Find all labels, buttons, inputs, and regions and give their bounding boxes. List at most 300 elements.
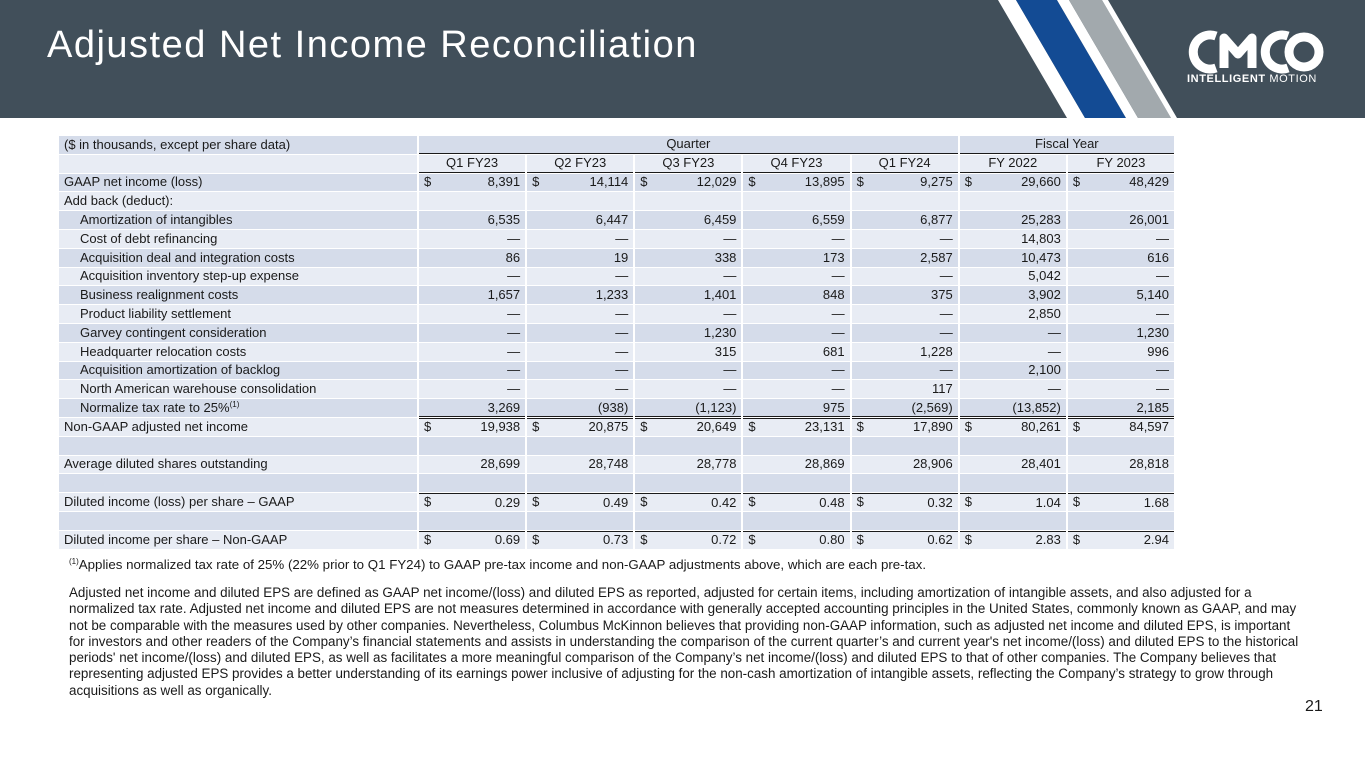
cell-value: 996 bbox=[1147, 343, 1169, 359]
table-row bbox=[59, 343, 1174, 361]
dollar-sign: $ bbox=[532, 173, 540, 189]
dollar-sign: $ bbox=[424, 418, 432, 434]
value-cell bbox=[527, 249, 633, 267]
value-cell bbox=[527, 343, 633, 361]
value-cell bbox=[1068, 192, 1174, 210]
cell-value: — bbox=[723, 230, 737, 246]
cell-value: 25,283 bbox=[1021, 212, 1061, 228]
value-cell bbox=[960, 324, 1066, 342]
table-row bbox=[59, 456, 1174, 474]
cell-value: — bbox=[507, 324, 521, 340]
value-cell bbox=[960, 211, 1066, 229]
cell-value: 2,850 bbox=[1028, 306, 1061, 322]
cell-value: 1,230 bbox=[1136, 324, 1169, 340]
value-cell bbox=[1068, 456, 1174, 474]
cell-value: 14,803 bbox=[1021, 230, 1061, 246]
disclaimer-paragraph: Adjusted net income and diluted EPS are defined as GAAP net income/(loss) and diluted EPS as reported, adjusted for certain items, including amortization of intangible assets, and also adjusted for a normalized tax rate. Adjusted net income and diluted EPS are not measures determined in accordance with generally accepted accounting principles in the United States, commonly known as GAAP, and may not be comparable with the measures used by other companies. Nevertheless, Columbus McKinnon believes that providing non-GAAP information, such as adjusted net income and diluted EPS, is important for investors and other readers of the Company’s financial statements and assists in understanding the comparison of the current quarter’s and current year's net income/(loss) and diluted EPS to the historical periods' net income/(loss) and diluted EPS, as well as facilitates a more meaningful comparison of the Company’s net income/(loss) and diluted EPS to that of other companies. The Company believes that representing adjusted EPS provides a better understanding of its earnings power inclusive of adjusting for the non-cash amortization of intangible assets, reflecting the Company’s strategy to grow through acquisitions as well as organically. bbox=[69, 585, 1299, 698]
dollar-sign: $ bbox=[640, 418, 648, 434]
value-cell bbox=[527, 418, 633, 436]
value-cell bbox=[527, 399, 633, 417]
row-label-text: GAAP net income (loss) bbox=[64, 174, 203, 190]
value-cell bbox=[635, 305, 741, 323]
cell-value: 86 bbox=[505, 249, 521, 265]
row-label bbox=[59, 305, 417, 323]
table-row bbox=[59, 512, 1174, 530]
value-cell bbox=[743, 343, 849, 361]
value-cell bbox=[852, 437, 958, 455]
cell-value: — bbox=[939, 362, 953, 378]
value-cell bbox=[960, 512, 1066, 530]
cell-value: (13,852) bbox=[1012, 399, 1061, 415]
value-cell bbox=[960, 305, 1066, 323]
value-cell bbox=[635, 362, 741, 380]
cell-value: — bbox=[723, 362, 737, 378]
value-cell bbox=[960, 343, 1066, 361]
cell-value: 13,895 bbox=[804, 174, 845, 190]
value-cell bbox=[527, 474, 633, 492]
value-cell bbox=[635, 456, 741, 474]
cell-value: 28,748 bbox=[588, 456, 629, 472]
cell-value: — bbox=[831, 362, 845, 378]
cell-value: 1,657 bbox=[487, 287, 521, 303]
cell-value: 848 bbox=[822, 287, 845, 303]
value-cell bbox=[960, 174, 1066, 192]
table-row bbox=[59, 399, 1174, 417]
value-cell bbox=[527, 380, 633, 398]
value-cell bbox=[743, 418, 849, 436]
cell-value: 315 bbox=[714, 343, 737, 359]
value-cell bbox=[527, 174, 633, 192]
value-cell bbox=[1068, 512, 1174, 530]
logo-tagline: INTELLIGENT MOTION bbox=[1187, 73, 1317, 85]
page-number: 21 bbox=[1305, 698, 1323, 715]
value-cell bbox=[635, 174, 741, 192]
dollar-sign: $ bbox=[424, 494, 432, 510]
cell-value: — bbox=[615, 324, 629, 340]
row-label bbox=[59, 380, 417, 398]
value-cell bbox=[852, 343, 958, 361]
value-cell bbox=[527, 362, 633, 380]
table-row bbox=[59, 286, 1174, 304]
row-label bbox=[59, 174, 417, 192]
cell-value: 338 bbox=[714, 249, 737, 265]
cmco-logo bbox=[1180, 30, 1330, 90]
cell-value: 0.62 bbox=[927, 532, 953, 548]
value-cell bbox=[743, 493, 849, 511]
value-cell bbox=[527, 437, 633, 455]
cell-value: 5,042 bbox=[1028, 268, 1061, 284]
value-cell bbox=[852, 324, 958, 342]
cell-value: — bbox=[615, 362, 629, 378]
value-cell bbox=[419, 192, 525, 210]
value-cell bbox=[1068, 230, 1174, 248]
dollar-sign: $ bbox=[748, 494, 756, 510]
cell-value: 0.80 bbox=[819, 532, 845, 548]
cell-value: (2,569) bbox=[911, 399, 953, 415]
value-cell bbox=[1068, 380, 1174, 398]
value-cell bbox=[1068, 531, 1174, 549]
value-cell bbox=[743, 305, 849, 323]
dollar-sign: $ bbox=[748, 173, 756, 189]
value-cell bbox=[743, 286, 849, 304]
table-row bbox=[59, 380, 1174, 398]
value-cell bbox=[960, 474, 1066, 492]
cell-value: (938) bbox=[597, 399, 629, 415]
value-cell bbox=[527, 305, 633, 323]
row-label bbox=[59, 343, 417, 361]
cell-value: 1,233 bbox=[595, 287, 629, 303]
value-cell bbox=[743, 399, 849, 417]
row-label bbox=[59, 474, 417, 492]
row-label-text: Non-GAAP adjusted net income bbox=[64, 418, 249, 434]
column-header: Q1 FY24 bbox=[852, 155, 958, 173]
dollar-sign: $ bbox=[964, 531, 972, 547]
column-header: FY 2022 bbox=[960, 155, 1066, 173]
table-row bbox=[59, 305, 1174, 323]
cell-value: 26,001 bbox=[1129, 212, 1169, 228]
cell-value: 28,778 bbox=[696, 456, 737, 472]
value-cell bbox=[852, 456, 958, 474]
footnote-marker: (1) bbox=[69, 557, 79, 566]
value-cell bbox=[419, 286, 525, 304]
value-cell bbox=[635, 474, 741, 492]
value-cell bbox=[419, 305, 525, 323]
cell-value: 3,269 bbox=[487, 399, 521, 415]
value-cell bbox=[852, 418, 958, 436]
cell-value: 84,597 bbox=[1129, 419, 1169, 435]
value-cell bbox=[960, 437, 1066, 455]
row-label-text: Product liability settlement bbox=[80, 306, 232, 322]
cell-value: — bbox=[507, 268, 521, 284]
row-label-text: Normalize tax rate to 25% bbox=[80, 400, 230, 416]
cell-value: 80,261 bbox=[1021, 419, 1061, 435]
value-cell bbox=[1068, 437, 1174, 455]
row-label-text: Diluted income per share – Non-GAAP bbox=[64, 531, 288, 547]
footnote bbox=[69, 557, 926, 572]
value-cell bbox=[852, 380, 958, 398]
row-label bbox=[59, 437, 417, 455]
cell-value: — bbox=[1047, 381, 1061, 397]
value-cell bbox=[1068, 268, 1174, 286]
row-label bbox=[59, 362, 417, 380]
dollar-sign: $ bbox=[1072, 494, 1081, 510]
decorative-stripes bbox=[0, 0, 1365, 118]
cell-value: — bbox=[723, 381, 737, 397]
value-cell bbox=[419, 399, 525, 417]
value-cell bbox=[852, 192, 958, 210]
value-cell bbox=[419, 174, 525, 192]
column-header: Q3 FY23 bbox=[635, 155, 741, 173]
value-cell bbox=[1068, 474, 1174, 492]
table-row bbox=[59, 531, 1174, 549]
table-row bbox=[59, 249, 1174, 267]
value-cell bbox=[960, 192, 1066, 210]
cell-value: 616 bbox=[1147, 249, 1169, 265]
value-cell bbox=[635, 211, 741, 229]
dollar-sign: $ bbox=[424, 173, 432, 189]
footnote-reference: (1) bbox=[229, 400, 240, 410]
value-cell bbox=[419, 230, 525, 248]
cell-value: — bbox=[831, 381, 845, 397]
row-label-text: Cost of debt refinancing bbox=[80, 230, 218, 246]
cell-value: 0.73 bbox=[602, 532, 629, 548]
value-cell bbox=[419, 474, 525, 492]
cell-value: — bbox=[1156, 268, 1169, 284]
row-label bbox=[59, 286, 417, 304]
value-cell bbox=[527, 324, 633, 342]
value-cell bbox=[527, 493, 633, 511]
value-cell bbox=[960, 362, 1066, 380]
cell-value: — bbox=[831, 306, 845, 322]
cell-value: 28,699 bbox=[480, 456, 521, 472]
value-cell bbox=[743, 474, 849, 492]
row-label-text: Add back (deduct): bbox=[64, 193, 174, 209]
value-cell bbox=[635, 324, 741, 342]
dollar-sign: $ bbox=[640, 494, 648, 510]
value-cell bbox=[635, 418, 741, 436]
cell-value: 10,473 bbox=[1021, 249, 1061, 265]
table-column-header-row bbox=[59, 155, 1174, 173]
value-cell bbox=[527, 211, 633, 229]
value-cell bbox=[743, 437, 849, 455]
cell-value: 0.49 bbox=[602, 494, 629, 510]
value-cell bbox=[852, 305, 958, 323]
dollar-sign: $ bbox=[1072, 173, 1081, 189]
cell-value: — bbox=[1156, 230, 1169, 246]
value-cell bbox=[852, 399, 958, 417]
row-label bbox=[59, 493, 417, 511]
value-cell bbox=[852, 230, 958, 248]
value-cell bbox=[743, 456, 849, 474]
value-cell bbox=[852, 531, 958, 549]
cell-value: — bbox=[831, 268, 845, 284]
table-row bbox=[59, 474, 1174, 492]
value-cell bbox=[743, 249, 849, 267]
cell-value: 28,818 bbox=[1129, 456, 1169, 472]
dollar-sign: $ bbox=[532, 494, 540, 510]
column-header: FY 2023 bbox=[1068, 155, 1174, 173]
value-cell bbox=[419, 512, 525, 530]
value-cell bbox=[852, 286, 958, 304]
cell-value: 29,660 bbox=[1021, 174, 1061, 190]
value-cell bbox=[419, 531, 525, 549]
cell-value: — bbox=[507, 381, 521, 397]
table-row bbox=[59, 437, 1174, 455]
table-row bbox=[59, 211, 1174, 229]
row-label bbox=[59, 268, 417, 286]
row-label-text: Diluted income (loss) per share – GAAP bbox=[64, 494, 295, 510]
cell-value: 0.42 bbox=[711, 494, 737, 510]
table-row bbox=[59, 230, 1174, 248]
dollar-sign: $ bbox=[748, 418, 756, 434]
value-cell bbox=[419, 418, 525, 436]
cell-value: 2,587 bbox=[920, 249, 953, 265]
cell-value: 12,029 bbox=[696, 174, 737, 190]
value-cell bbox=[419, 343, 525, 361]
value-cell bbox=[852, 211, 958, 229]
cell-value: 375 bbox=[931, 287, 953, 303]
row-label-text: Acquisition inventory step-up expense bbox=[80, 268, 299, 284]
value-cell bbox=[419, 362, 525, 380]
table-group-header-row bbox=[59, 136, 1174, 154]
value-cell bbox=[1068, 305, 1174, 323]
reconciliation-table bbox=[57, 135, 1176, 550]
dollar-sign: $ bbox=[964, 494, 972, 510]
cell-value: 17,890 bbox=[912, 419, 953, 435]
value-cell bbox=[635, 268, 741, 286]
row-label bbox=[59, 324, 417, 342]
value-cell bbox=[635, 437, 741, 455]
value-cell bbox=[419, 380, 525, 398]
cell-value: 23,131 bbox=[804, 419, 845, 435]
dollar-sign: $ bbox=[748, 531, 756, 547]
cell-value: — bbox=[615, 381, 629, 397]
cell-value: 28,906 bbox=[912, 456, 953, 472]
cell-value: — bbox=[615, 268, 629, 284]
value-cell bbox=[1068, 399, 1174, 417]
value-cell bbox=[852, 174, 958, 192]
cell-value: 1,228 bbox=[920, 343, 953, 359]
value-cell bbox=[527, 531, 633, 549]
value-cell bbox=[1068, 324, 1174, 342]
dollar-sign: $ bbox=[1072, 418, 1081, 434]
value-cell bbox=[852, 474, 958, 492]
slide-title: Adjusted Net Income Reconciliation bbox=[47, 24, 698, 66]
cell-value: — bbox=[507, 230, 521, 246]
value-cell bbox=[1068, 493, 1174, 511]
value-cell bbox=[419, 268, 525, 286]
value-cell bbox=[635, 249, 741, 267]
row-label bbox=[59, 531, 417, 549]
cell-value: — bbox=[939, 268, 953, 284]
table-row bbox=[59, 192, 1174, 210]
row-label-text: Business realignment costs bbox=[80, 287, 239, 303]
value-cell bbox=[635, 531, 741, 549]
cell-value: 6,447 bbox=[595, 212, 629, 228]
cell-value: 8,391 bbox=[487, 174, 521, 190]
value-cell bbox=[635, 512, 741, 530]
row-label-text: Acquisition deal and integration costs bbox=[80, 249, 295, 265]
cell-value: 14,114 bbox=[589, 174, 629, 190]
value-cell bbox=[960, 380, 1066, 398]
value-cell bbox=[1068, 249, 1174, 267]
table-row bbox=[59, 174, 1174, 192]
cell-value: — bbox=[1156, 306, 1169, 322]
value-cell bbox=[527, 230, 633, 248]
cell-value: (1,123) bbox=[695, 399, 737, 415]
value-cell bbox=[1068, 418, 1174, 436]
value-cell bbox=[527, 286, 633, 304]
dollar-sign: $ bbox=[1072, 531, 1081, 547]
dollar-sign: $ bbox=[532, 418, 540, 434]
cell-value: — bbox=[831, 324, 845, 340]
dollar-sign: $ bbox=[964, 418, 972, 434]
cell-value: 681 bbox=[822, 343, 845, 359]
value-cell bbox=[1068, 211, 1174, 229]
cell-value: 19 bbox=[613, 249, 629, 265]
value-cell bbox=[960, 286, 1066, 304]
value-cell bbox=[743, 268, 849, 286]
dollar-sign: $ bbox=[856, 173, 864, 189]
value-cell bbox=[960, 456, 1066, 474]
value-cell bbox=[743, 174, 849, 192]
cell-value: — bbox=[615, 343, 629, 359]
value-cell bbox=[635, 343, 741, 361]
row-label bbox=[59, 456, 417, 474]
value-cell bbox=[743, 324, 849, 342]
cell-value: 0.69 bbox=[494, 532, 521, 548]
cell-value: — bbox=[939, 324, 953, 340]
cell-value: 975 bbox=[822, 399, 845, 415]
value-cell bbox=[743, 192, 849, 210]
cell-value: 9,275 bbox=[920, 174, 953, 190]
row-label-text: Garvey contingent consideration bbox=[80, 324, 267, 340]
group-header-quarter: Quarter bbox=[419, 136, 958, 154]
cell-value: — bbox=[1047, 324, 1061, 340]
dollar-sign: $ bbox=[856, 494, 864, 510]
row-label bbox=[59, 211, 417, 229]
row-label-text: North American warehouse consolidation bbox=[80, 381, 317, 397]
cell-value: 1.68 bbox=[1143, 494, 1169, 510]
value-cell bbox=[635, 192, 741, 210]
cell-value: 5,140 bbox=[1136, 287, 1169, 303]
column-header: Q4 FY23 bbox=[743, 155, 849, 173]
column-header-blank bbox=[59, 155, 417, 173]
dollar-sign: $ bbox=[964, 173, 972, 189]
footnote-text: Applies normalized tax rate of 25% (22% prior to Q1 FY24) to GAAP pre-tax income and non-GAAP adjustments above, which are each pre-tax. bbox=[78, 557, 927, 572]
cell-value: 20,875 bbox=[588, 419, 629, 435]
value-cell bbox=[852, 268, 958, 286]
cell-value: 20,649 bbox=[696, 419, 737, 435]
value-cell bbox=[419, 211, 525, 229]
value-cell bbox=[960, 230, 1066, 248]
cell-value: 48,429 bbox=[1129, 174, 1169, 190]
value-cell bbox=[852, 512, 958, 530]
row-label-text: Amortization of intangibles bbox=[80, 212, 233, 228]
cell-value: 2,185 bbox=[1136, 399, 1169, 415]
value-cell bbox=[743, 211, 849, 229]
row-label bbox=[59, 399, 417, 417]
value-cell bbox=[743, 230, 849, 248]
value-cell bbox=[1068, 362, 1174, 380]
value-cell bbox=[527, 192, 633, 210]
dollar-sign: $ bbox=[424, 531, 432, 547]
cell-value: — bbox=[507, 343, 521, 359]
value-cell bbox=[635, 493, 741, 511]
dollar-sign: $ bbox=[640, 531, 648, 547]
value-cell bbox=[419, 493, 525, 511]
value-cell bbox=[635, 230, 741, 248]
cell-value: 6,877 bbox=[920, 212, 953, 228]
unit-note: ($ in thousands, except per share data) bbox=[59, 136, 417, 154]
table-row bbox=[59, 362, 1174, 380]
cell-value: 1,401 bbox=[703, 287, 737, 303]
value-cell bbox=[419, 456, 525, 474]
table-row bbox=[59, 268, 1174, 286]
cell-value: 6,535 bbox=[487, 212, 521, 228]
cell-value: — bbox=[831, 230, 845, 246]
cell-value: 2.94 bbox=[1143, 532, 1169, 548]
dollar-sign: $ bbox=[532, 531, 540, 547]
value-cell bbox=[743, 531, 849, 549]
value-cell bbox=[635, 286, 741, 304]
cell-value: 0.72 bbox=[711, 532, 737, 548]
cell-value: — bbox=[1047, 343, 1061, 359]
value-cell bbox=[743, 362, 849, 380]
cell-value: — bbox=[723, 306, 737, 322]
dollar-sign: $ bbox=[640, 173, 648, 189]
value-cell bbox=[1068, 286, 1174, 304]
